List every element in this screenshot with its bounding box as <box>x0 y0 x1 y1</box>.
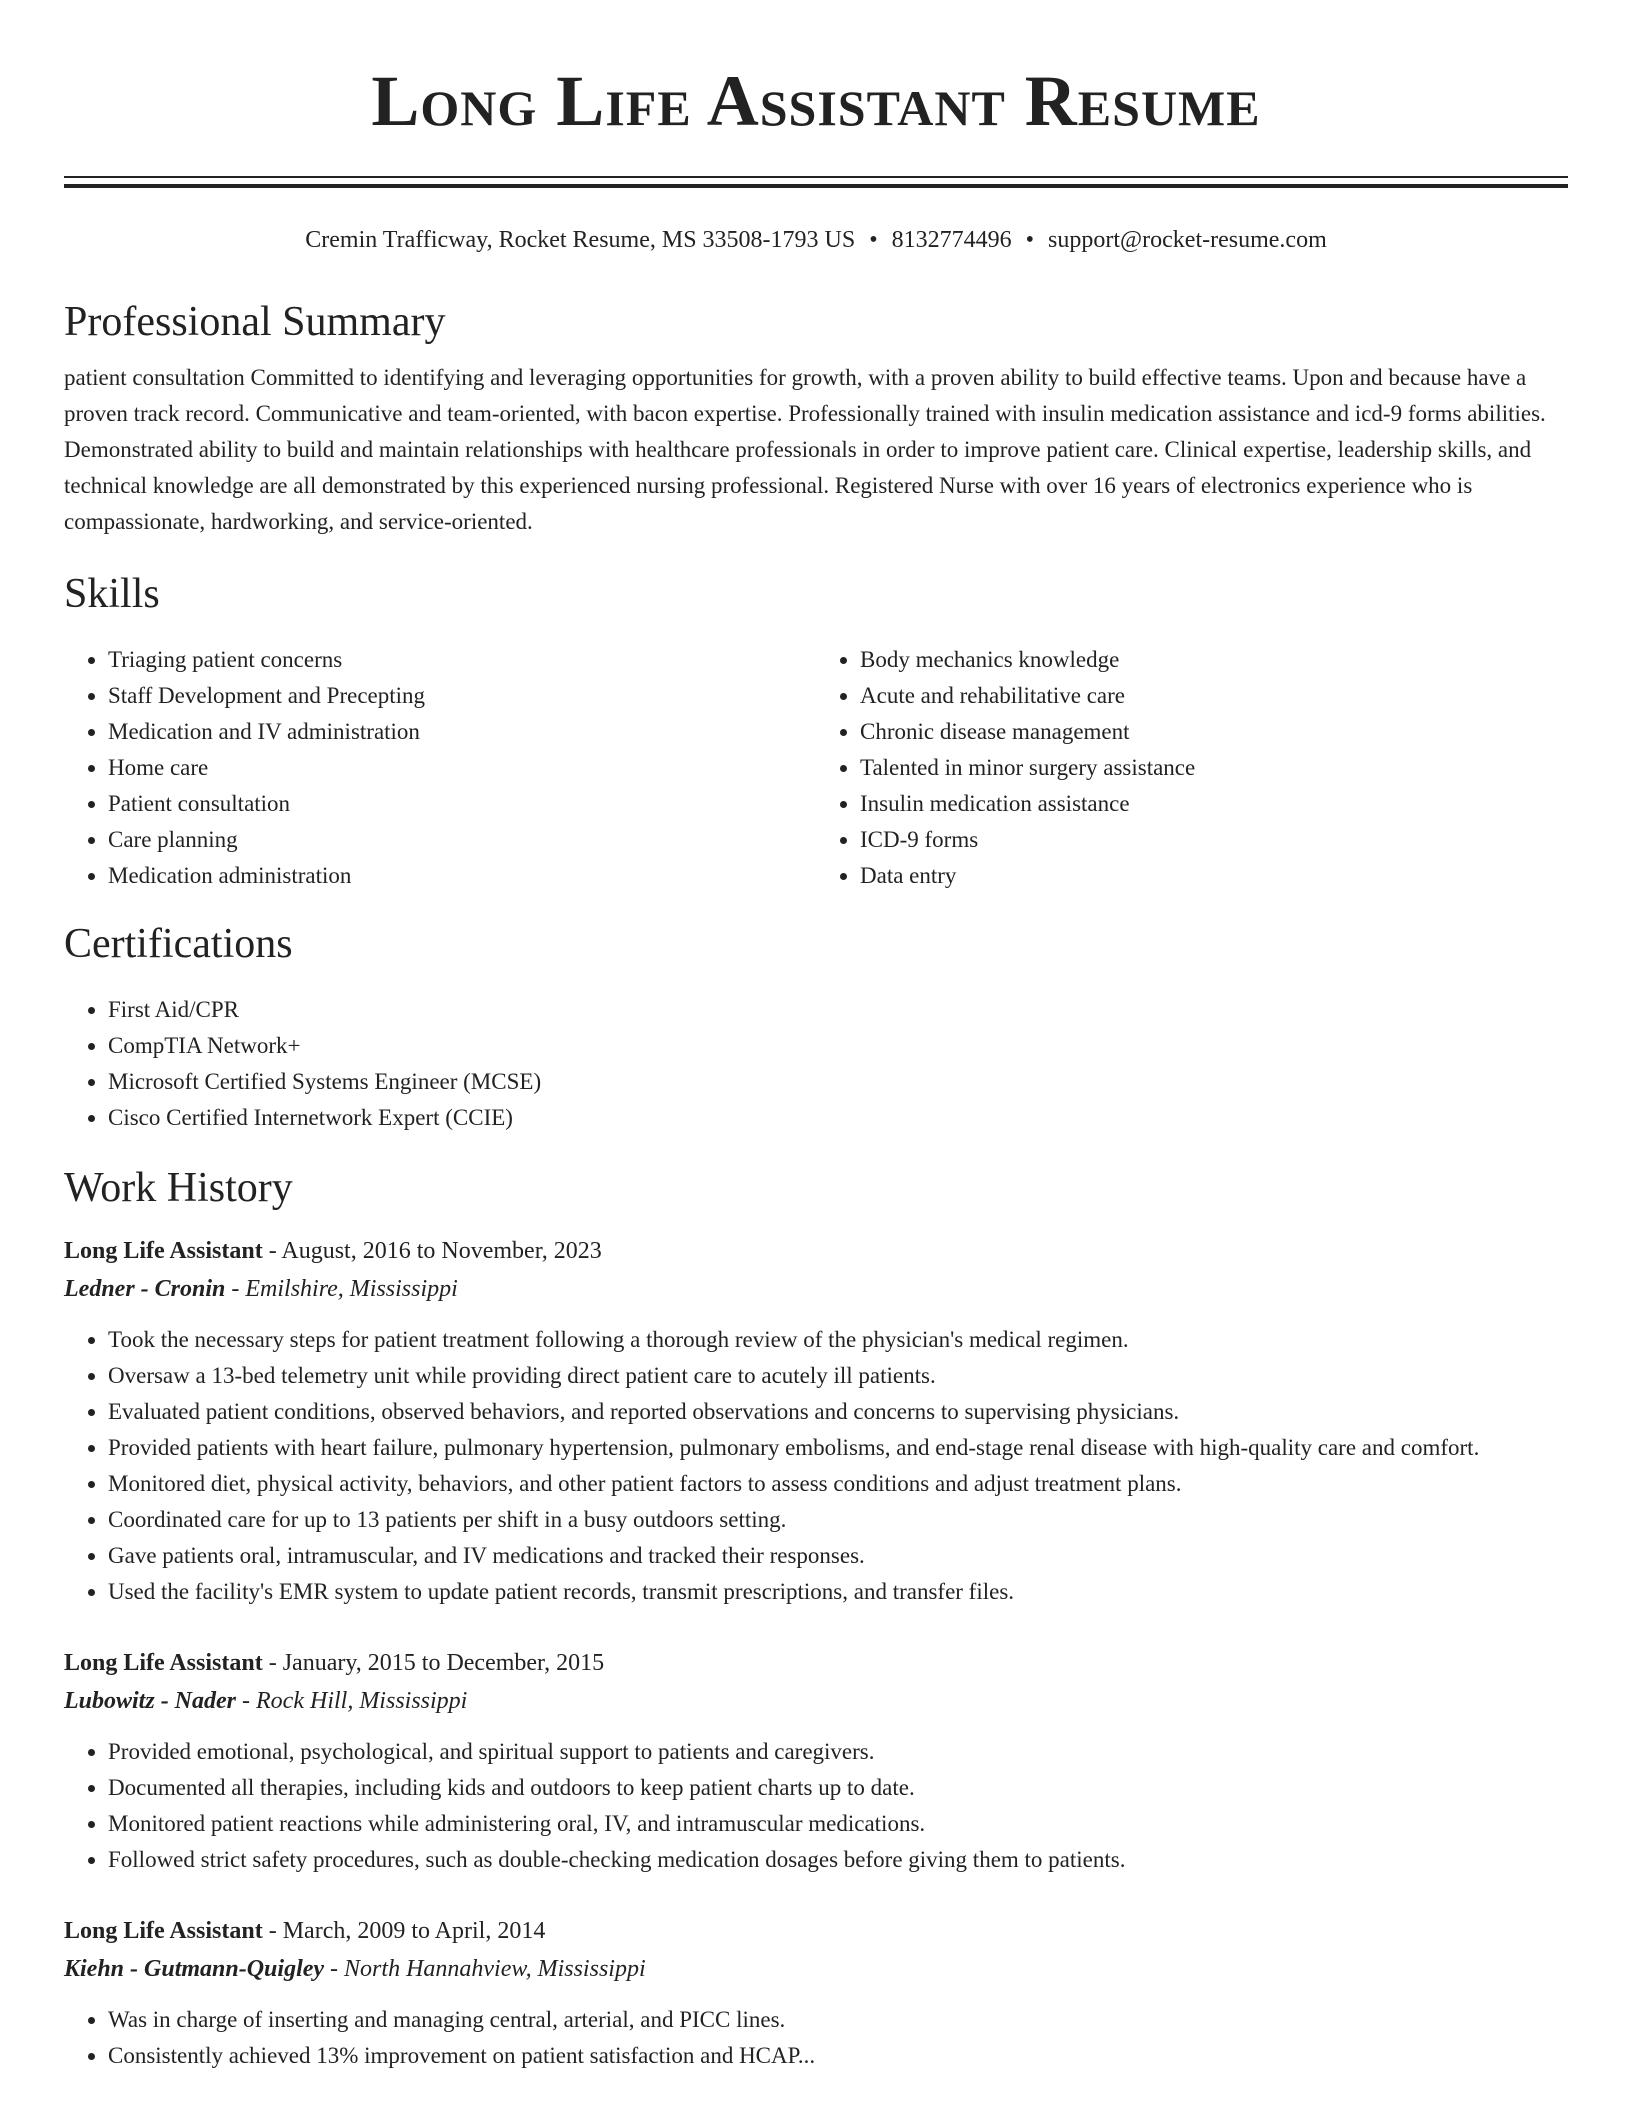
skill-item: • Home care <box>108 750 816 786</box>
title-divider <box>64 176 1568 188</box>
skills-section <box>64 568 1568 894</box>
job-entry <box>64 1644 1568 1878</box>
job-title: Long Life Assistant <box>64 1918 263 1944</box>
skill-item: • Medication administration <box>108 858 816 894</box>
job-dates: March, 2009 to April, 2014 <box>282 1918 546 1944</box>
job-duties-list <box>64 2002 1568 2074</box>
certification-item: • First Aid/CPR <box>108 992 1568 1028</box>
contact-email: support@rocket-resume.com <box>1048 227 1327 253</box>
contact-separator: • <box>869 227 878 253</box>
job-duty: • Took the necessary steps for patient treatment following a thorough review of the physician's medical regimen. <box>108 1322 1568 1358</box>
job-duties-list <box>64 1734 1568 1878</box>
skills-columns <box>64 642 1568 894</box>
contact-phone: 8132774496 <box>891 227 1012 253</box>
skill-item: • Medication and IV administration <box>108 714 816 750</box>
company-location: Rock Hill, Mississippi <box>256 1688 468 1714</box>
skill-item: • Patient consultation <box>108 786 816 822</box>
job-duty: • Gave patients oral, intramuscular, and IV medications and tracked their responses. <box>108 1538 1568 1574</box>
job-title-line: Long Life Assistant - August, 2016 to November, 2023 <box>64 1238 602 1264</box>
company-line: Ledner - Cronin - Emilshire, Mississippi <box>64 1276 458 1302</box>
summary-heading: Professional Summary <box>64 299 446 345</box>
contact-address: Cremin Trafficway, Rocket Resume, MS 33508-1793 US <box>305 227 856 253</box>
certifications-section <box>64 918 1568 1136</box>
job-title-line: Long Life Assistant - March, 2009 to April, 2014 <box>64 1918 546 1944</box>
skill-item: • Care planning <box>108 822 816 858</box>
job-duty: • Was in charge of inserting and managing central, arterial, and PICC lines. <box>108 2002 1568 2038</box>
skill-item: • ICD-9 forms <box>860 822 1568 858</box>
skill-item: • Acute and rehabilitative care <box>860 678 1568 714</box>
company-line: Lubowitz - Nader - Rock Hill, Mississippi <box>64 1688 468 1714</box>
job-entry <box>64 1232 1568 1610</box>
certifications-heading: Certifications <box>64 921 293 967</box>
job-duty: • Provided patients with heart failure, pulmonary hypertension, pulmonary embolisms, and end-stage renal disease with high-quality care and comfort. <box>108 1430 1568 1466</box>
job-dates: January, 2015 to December, 2015 <box>282 1650 605 1676</box>
job-duties-list <box>64 1322 1568 1610</box>
skill-item: • Talented in minor surgery assistance <box>860 750 1568 786</box>
certification-item: • Microsoft Certified Systems Engineer (MCSE) <box>108 1064 1568 1100</box>
company-name: Ledner - Cronin <box>64 1276 226 1302</box>
page-title: Long Life Assistant Resume <box>371 61 1261 141</box>
job-duty: • Evaluated patient conditions, observed behaviors, and reported observations and concerns to supervising physicians. <box>108 1394 1568 1430</box>
skill-item: • Body mechanics knowledge <box>860 642 1568 678</box>
skill-item: • Insulin medication assistance <box>860 786 1568 822</box>
skill-item: • Data entry <box>860 858 1568 894</box>
job-entry <box>64 1912 1568 2074</box>
skill-item: • Chronic disease management <box>860 714 1568 750</box>
company-name: Lubowitz - Nader <box>64 1688 237 1714</box>
company-line: Kiehn - Gutmann-Quigley - North Hannahview, Mississippi <box>64 1956 646 1982</box>
skill-item: • Staff Development and Precepting <box>108 678 816 714</box>
skills-heading: Skills <box>64 571 160 617</box>
summary-section <box>64 296 1568 540</box>
job-duty: • Monitored patient reactions while administering oral, IV, and intramuscular medications. <box>108 1806 1568 1842</box>
work-history-heading: Work History <box>64 1165 293 1211</box>
contact-separator: • <box>1025 227 1035 253</box>
job-title: Long Life Assistant <box>64 1238 263 1264</box>
job-duty: • Followed strict safety procedures, such as double-checking medication dosages before giving them to patients. <box>108 1842 1568 1878</box>
skills-list-left <box>64 642 816 894</box>
skills-list-right <box>816 642 1568 894</box>
certification-item: • Cisco Certified Internetwork Expert (CCIE) <box>108 1100 1568 1136</box>
job-dates: August, 2016 to November, 2023 <box>281 1238 602 1264</box>
job-duty: • Oversaw a 13-bed telemetry unit while providing direct patient care to acutely ill patients. <box>108 1358 1568 1394</box>
work-history-section <box>64 1162 1568 2074</box>
contact-line <box>64 224 1568 256</box>
job-title-line: Long Life Assistant - January, 2015 to December, 2015 <box>64 1650 605 1676</box>
job-duty: • Provided emotional, psychological, and spiritual support to patients and caregivers. <box>108 1734 1568 1770</box>
job-duty: • Used the facility's EMR system to update patient records, transmit prescriptions, and transfer files. <box>108 1574 1568 1610</box>
job-duty: • Documented all therapies, including kids and outdoors to keep patient charts up to date. <box>108 1770 1568 1806</box>
job-duty: • Monitored diet, physical activity, behaviors, and other patient factors to assess conditions and adjust treatment plans. <box>108 1466 1568 1502</box>
company-location: Emilshire, Mississippi <box>245 1276 458 1302</box>
company-location: North Hannahview, Mississippi <box>344 1956 646 1982</box>
skill-item: • Triaging patient concerns <box>108 642 816 678</box>
job-duty: • Consistently achieved 13% improvement on patient satisfaction and HCAP... <box>108 2038 1568 2074</box>
job-title: Long Life Assistant <box>64 1650 263 1676</box>
summary-text: patient consultation Committed to identifying and leveraging opportunities for growth, with a proven ability to build effective teams. Upon and because have a proven track record. Communicative and team-oriented, with bacon expertise. Professionally trained with insulin medication assistance and icd-9 forms abilities. Demonstrated ability to build and maintain relationships with healthcare professionals in order to improve patient care. Clinical expertise, leadership skills, and technical knowledge are all demonstrated by this experienced nursing professional. Registered Nurse with over 16 years of electronics experience who is compassionate, hardworking, and service-oriented. <box>64 365 1546 534</box>
certification-item: • CompTIA Network+ <box>108 1028 1568 1064</box>
company-name: Kiehn - Gutmann-Quigley <box>64 1956 325 1982</box>
certifications-list <box>64 992 1568 1136</box>
job-duty: • Coordinated care for up to 13 patients per shift in a busy outdoors setting. <box>108 1502 1568 1538</box>
